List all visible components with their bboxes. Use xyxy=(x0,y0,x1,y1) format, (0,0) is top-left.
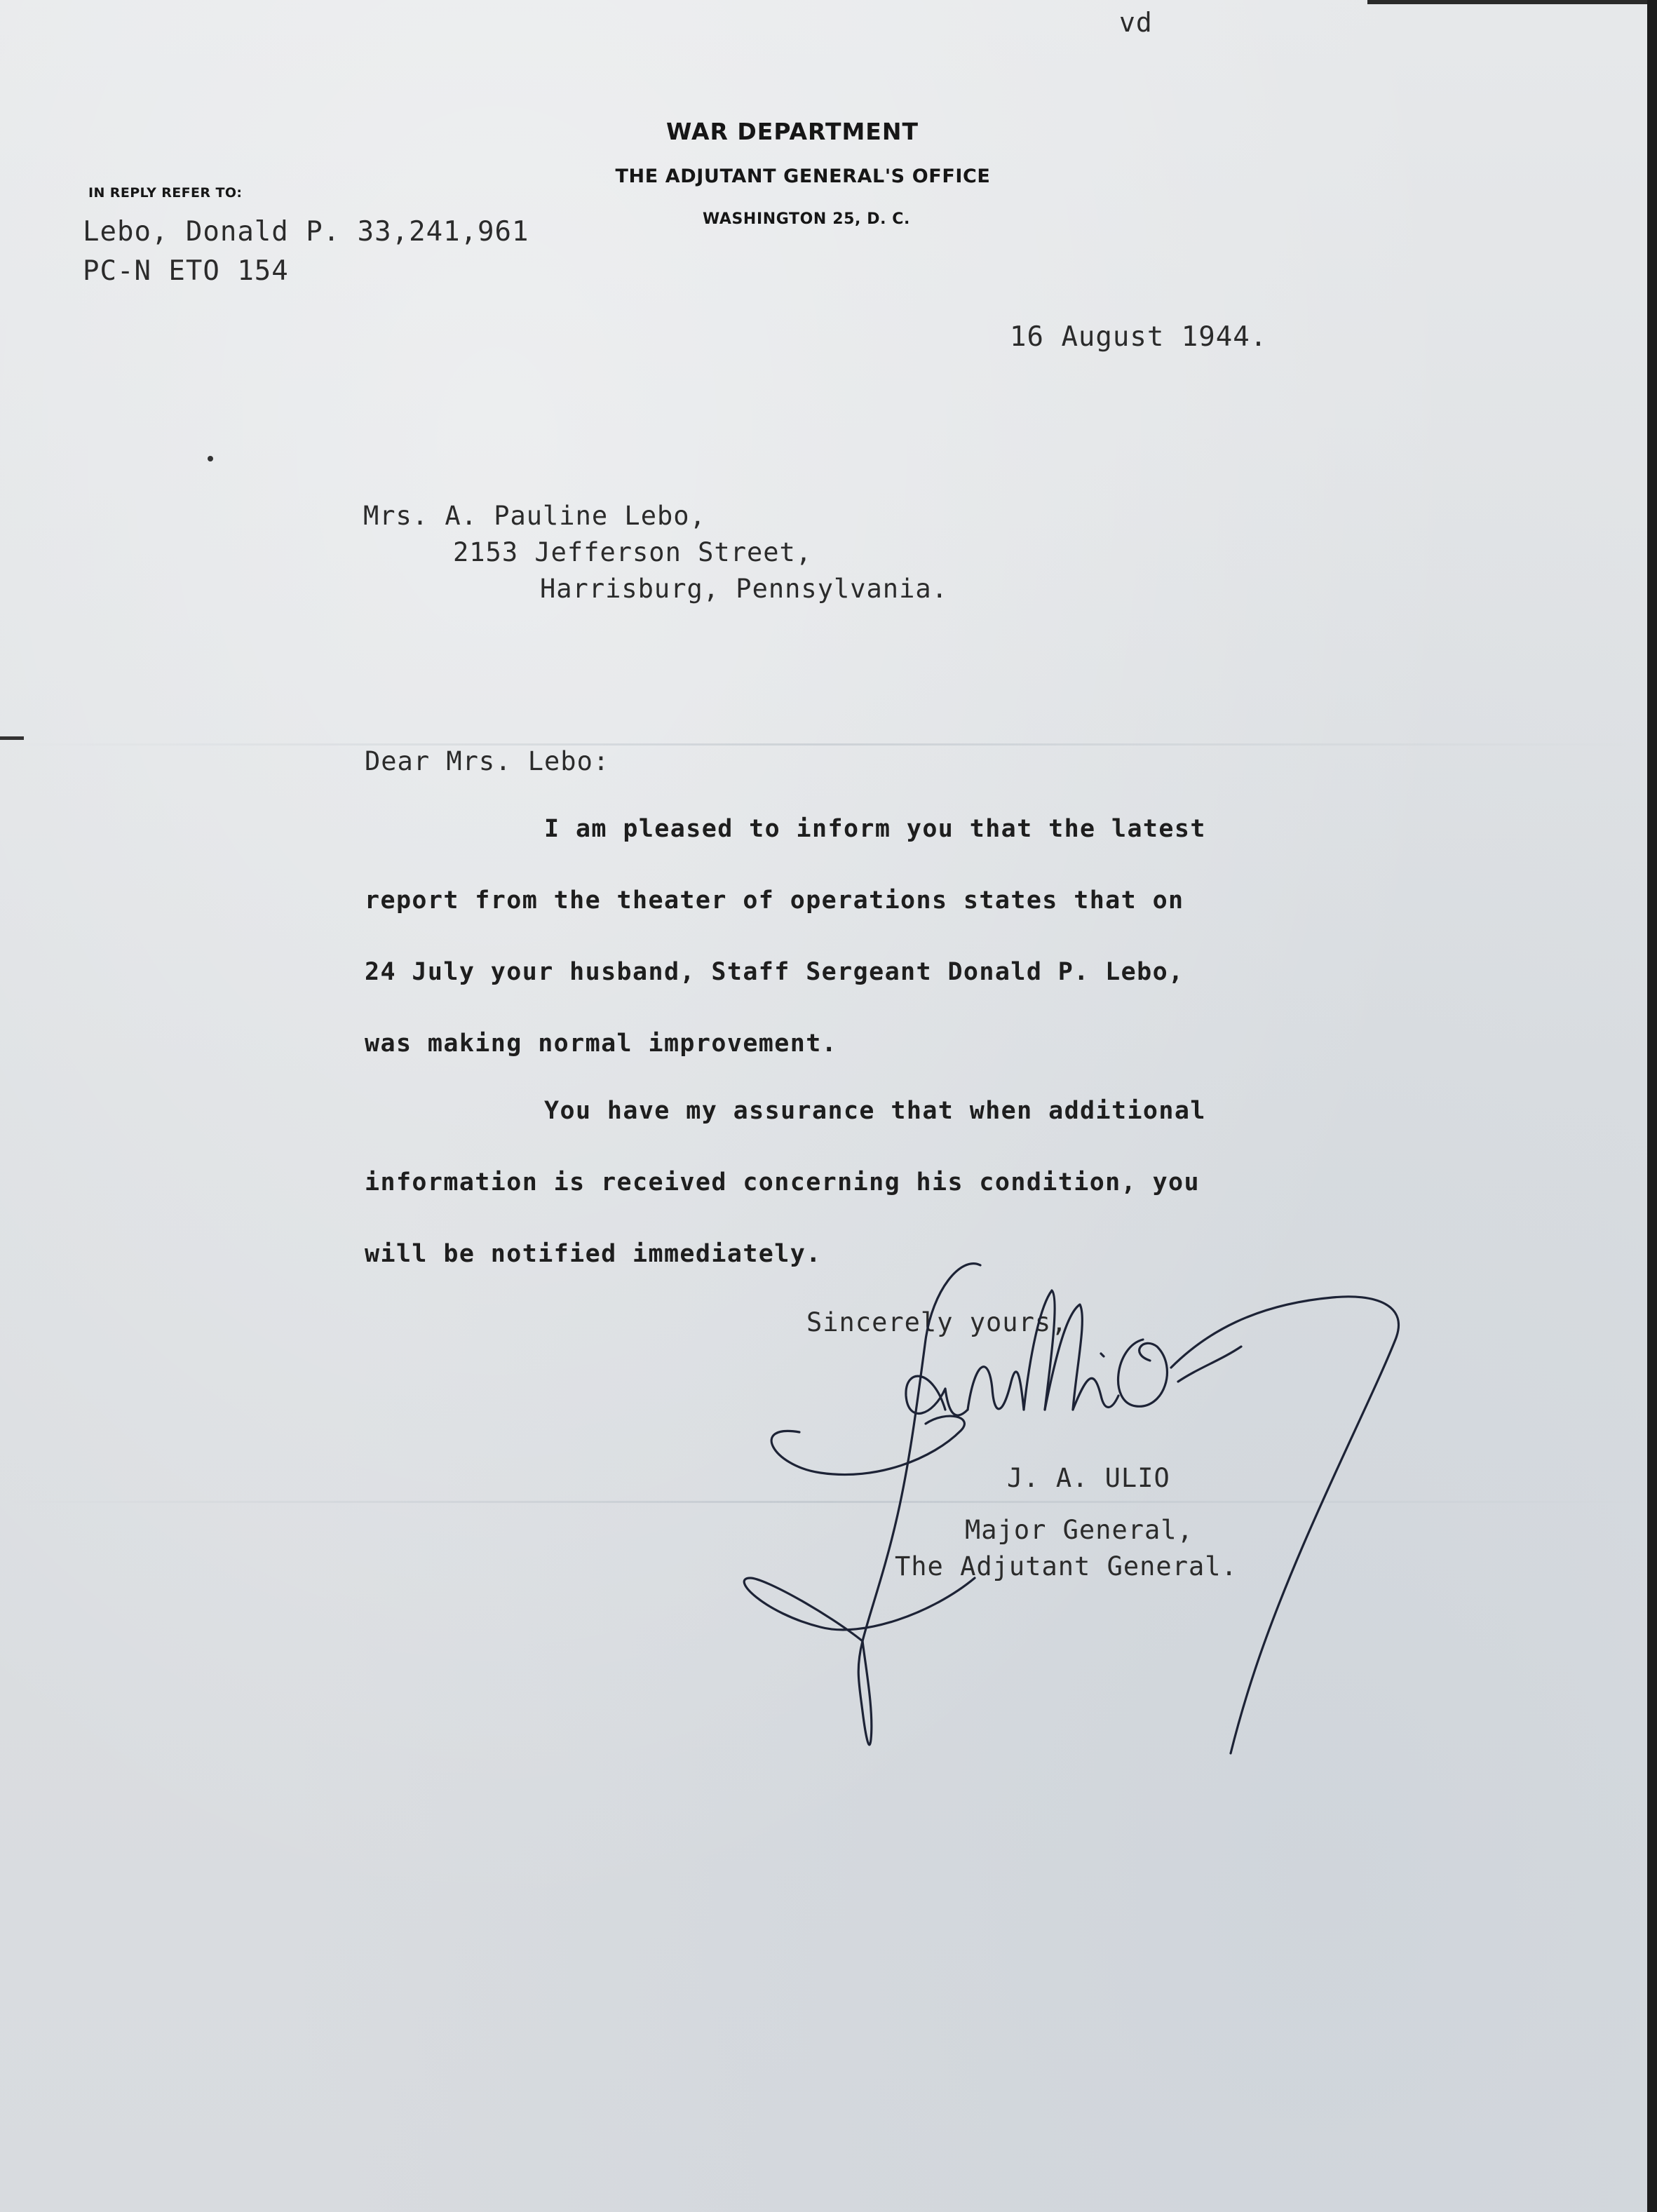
reference-line-2: PC-N ETO 154 xyxy=(83,255,289,287)
corner-note: vd xyxy=(1119,7,1153,38)
body-p1-line-4: was making normal improvement. xyxy=(365,1030,838,1058)
scan-edge-top xyxy=(1367,0,1657,4)
body-p2-line-1: You have my assurance that when additional xyxy=(544,1097,1206,1125)
closing: Sincerely yours, xyxy=(806,1307,1068,1337)
reference-line-1: Lebo, Donald P. 33,241,961 xyxy=(83,216,529,248)
body-p1-line-1: I am pleased to inform you that the latest xyxy=(544,815,1206,843)
letterhead-department: WAR DEPARTMENT xyxy=(666,118,919,145)
paper-fold-upper xyxy=(0,743,1647,746)
salutation: Dear Mrs. Lebo: xyxy=(365,746,610,776)
signatory-title: The Adjutant General. xyxy=(895,1551,1238,1582)
letterhead-address: WASHINGTON 25, D. C. xyxy=(702,210,911,228)
recipient-name: Mrs. A. Pauline Lebo, xyxy=(363,501,706,531)
reference-label: IN REPLY REFER TO: xyxy=(88,185,243,201)
handwritten-signature xyxy=(722,1248,1620,1781)
letterhead-office: THE ADJUTANT GENERAL'S OFFICE xyxy=(615,166,991,187)
recipient-street: 2153 Jefferson Street, xyxy=(453,537,813,567)
signatory-rank: Major General, xyxy=(965,1515,1193,1545)
body-p2-line-2: information is received concerning his condition, you xyxy=(365,1168,1201,1196)
letter-date: 16 August 1944. xyxy=(1010,321,1268,353)
stray-mark-dash xyxy=(0,736,24,740)
body-p1-line-3: 24 July your husband, Staff Sergeant Donald P. Lebo, xyxy=(365,958,1184,986)
body-p1-line-2: report from the theater of operations states that on xyxy=(365,886,1184,915)
signatory-name: J. A. ULIO xyxy=(1007,1463,1170,1493)
stray-mark-dot xyxy=(208,456,213,461)
scan-edge-right xyxy=(1647,0,1657,2212)
body-p2-line-3: will be notified immediately. xyxy=(365,1240,822,1268)
recipient-city: Harrisburg, Pennsylvania. xyxy=(540,574,948,604)
